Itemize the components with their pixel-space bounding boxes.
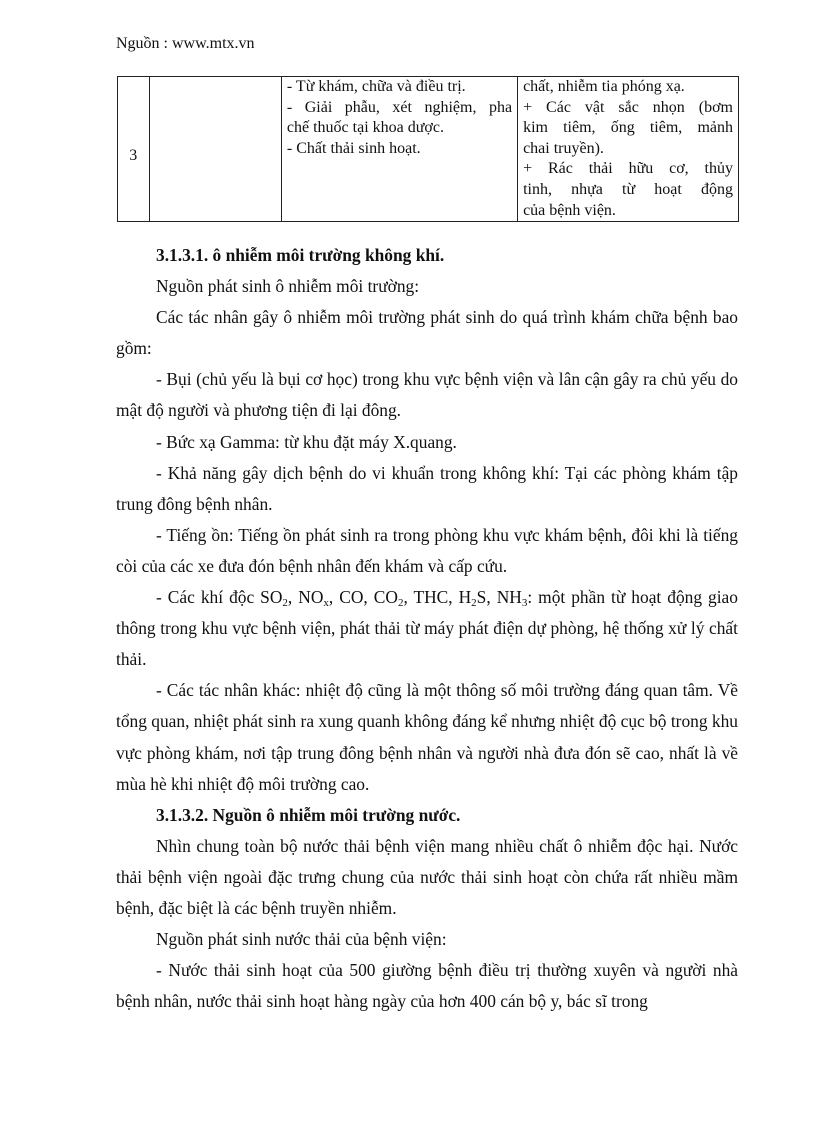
- page-header-source: Nguồn : www.mtx.vn: [116, 35, 255, 52]
- paragraph: - Bụi (chủ yếu là bụi cơ học) trong khu vực bệnh viện và lân cận gây ra chủ yếu do mật độ người và phương tiện đi lại đông.: [116, 369, 738, 421]
- table-row: [118, 77, 739, 222]
- subscript: 2: [397, 597, 404, 610]
- subscript: 2: [471, 597, 477, 610]
- paragraph: - Khả năng gây dịch bệnh do vi khuẩn trong không khí: Tại các phòng khám tập trung đông bệnh nhân.: [116, 462, 738, 514]
- paragraph: - Tiếng ồn: Tiếng ồn phát sinh ra trong phòng khu vực khám bệnh, đôi khi là tiếng còi của các xe đưa đón bệnh nhân đến khám và cấp cứu.: [116, 524, 738, 576]
- text-run: S, NH: [476, 587, 522, 608]
- cell-line: + Rác thải hữu cơ, thủy: [523, 160, 733, 178]
- paragraph: Nguồn phát sinh nước thải của bệnh viện:: [156, 929, 447, 950]
- text-run: , THC, H: [403, 587, 472, 608]
- continuation-table: [117, 76, 739, 222]
- cell-line: chất, nhiễm tia phóng xạ.: [523, 78, 685, 95]
- cell-line: - Chất thải sinh hoạt.: [286, 139, 421, 157]
- paragraph: Nguồn phát sinh ô nhiễm môi trường:: [156, 276, 420, 297]
- text-run: - Các khí độc SO: [156, 587, 283, 608]
- cell-line: - Giải phẫu, xét nghiệm, pha: [286, 98, 513, 116]
- paragraph-toxic-gases: [116, 582, 738, 675]
- cell-line: + Các vật sắc nhọn (bơm: [523, 98, 733, 116]
- cell-line: chế thuốc tại khoa dược.: [286, 119, 444, 137]
- text-run: , CO, CO: [328, 587, 398, 608]
- section-heading-water: 3.1.3.2. Nguồn ô nhiễm môi trường nước.: [156, 804, 461, 825]
- empty-cell: [149, 77, 281, 222]
- document-body: [116, 240, 738, 1017]
- text-run: , NO: [287, 587, 324, 608]
- cell-line: tinh, nhựa từ hoạt động: [523, 180, 733, 198]
- subscript: x: [323, 597, 329, 610]
- cell-line: - Từ khám, chữa và điều trị.: [286, 78, 466, 95]
- row-number: 3: [129, 146, 138, 164]
- paragraph: Các tác nhân gây ô nhiễm môi trường phát sinh do quá trình khám chữa bệnh bao gồm:: [116, 307, 738, 359]
- paragraph: - Nước thải sinh hoạt của 500 giường bệnh điều trị thường xuyên và người nhà bệnh nhân, nước thải sinh hoạt hàng ngày của hơn 400 cán bộ y, bác sĩ trong: [116, 960, 738, 1012]
- paragraph: Nhìn chung toàn bộ nước thải bệnh viện mang nhiều chất ô nhiễm độc hại. Nước thải bệnh viện ngoài đặc trưng chung của nước thải sinh hoạt còn chứa rất nhiều mầm bệnh, đặc biệt là các bệnh truyền nhiễm.: [116, 835, 738, 918]
- subscript: 2: [282, 597, 288, 610]
- text-run: : một phần từ hoạt động giao thông trong khu vực bệnh viện, phát thải từ máy phát điện dự phòng, hệ thống xử lý chất thải.: [116, 587, 738, 670]
- subscript: 3: [521, 597, 528, 610]
- paragraph: - Các tác nhân khác: nhiệt độ cũng là một thông số môi trường đáng quan tâm. Về tổng quan, nhiệt phát sinh ra xung quanh không đáng kể nhưng nhiệt độ cục bộ trong khu vực phòng khám, nơi tập trung đông bệnh nhân và người nhà đưa đón sẽ cao, nhất là về mùa hè khi nhiệt độ môi trường cao.: [116, 680, 738, 794]
- source-cell: [281, 77, 517, 222]
- cell-line: chai truyền).: [523, 139, 604, 157]
- cell-line: của bệnh viện.: [523, 201, 616, 219]
- waste-type-cell: [518, 77, 739, 222]
- section-heading-air: 3.1.3.1. ô nhiễm môi trường không khí.: [156, 245, 445, 265]
- cell-line: kim tiêm, ống tiêm, mảnh: [523, 119, 733, 137]
- row-number-cell: [118, 77, 150, 222]
- paragraph: - Bức xạ Gamma: từ khu đặt máy X.quang.: [156, 431, 457, 452]
